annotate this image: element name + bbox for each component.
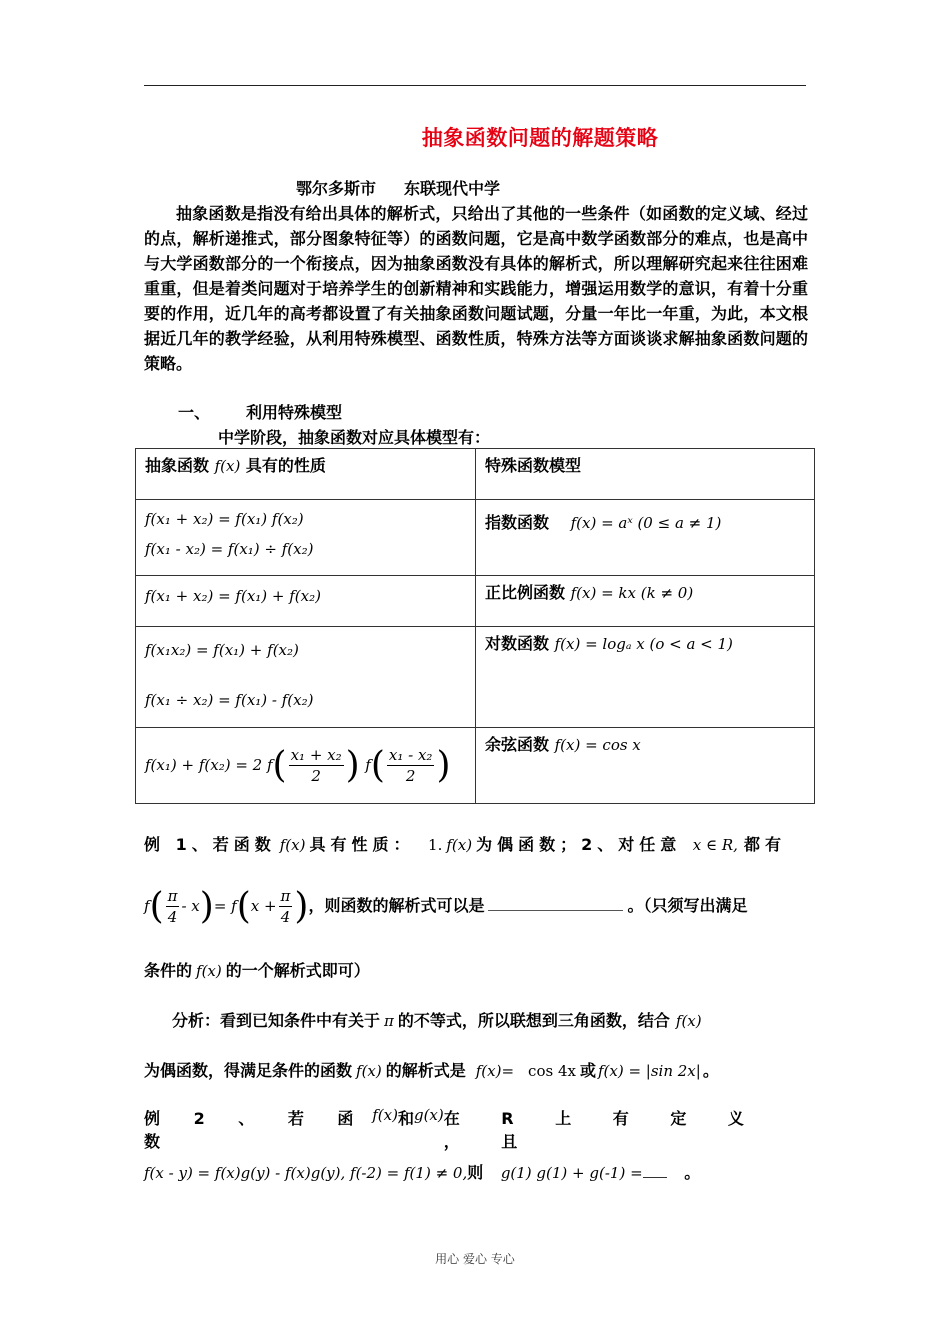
- prop-formula: f(x₁) + f(x₂) = 2 f: [145, 756, 273, 774]
- section-title: 利用特殊模型: [246, 403, 343, 422]
- prop-formula: f: [365, 756, 371, 774]
- text: 。（只须写出满足: [627, 896, 748, 915]
- frac-denominator: 4: [280, 908, 291, 926]
- math: x +: [250, 897, 277, 915]
- model-table: [135, 448, 815, 804]
- example1-line3: [144, 958, 370, 981]
- text: 。: [702, 1061, 719, 1080]
- prop-formula: f(x₁ - x₂) = f(x₁) ÷ f(x₂): [145, 540, 314, 558]
- model-cell: [476, 500, 815, 576]
- math: f: [144, 897, 150, 915]
- math: g(1) g(1) + g(-1) =: [500, 1164, 643, 1182]
- model-formula: f(x) = logₐ x (o < a < 1): [554, 635, 733, 653]
- text: 在 R 上 有 定 义 ， 且: [443, 1109, 762, 1151]
- math: = f: [213, 897, 237, 915]
- intro-paragraph: 抽象函数是指没有给出具体的解析式，只给出了其他的一些条件（如函数的定义域、经过的点，解析递推式，部分图象特征等）的函数问题，它是高中数学函数部分的难点，也是高中与大学函数部分的一个衔接点，因为抽象函数没有具体的解析式，所以理解研究起来往往困难重重，但是着类问题对于培养学生的创新精神和实践能力，增强运用数学的意识，有着十分重要的作用，近几年的高考都设置了有关抽象函数问题试题，分量一年比一年重，为此，本文根据近几年的教学经验，从利用特殊模型、函数性质，特殊方法等方面谈谈求解抽象函数问题的策略。: [144, 204, 808, 373]
- model-cell: [476, 576, 815, 627]
- math: f(x): [279, 836, 306, 854]
- frac-denominator: 2: [405, 767, 416, 785]
- math: f(x): [372, 1106, 398, 1124]
- props-cell: [136, 627, 476, 728]
- text: 例 1、若函数: [144, 835, 276, 854]
- text: 的不等式，所以联想到三角函数，结合: [397, 1011, 670, 1030]
- table-row: [136, 576, 815, 627]
- frac-denominator: 4: [167, 908, 178, 926]
- text: 则: [467, 1163, 484, 1182]
- example2-line1: [144, 1106, 806, 1152]
- table-row: [136, 500, 815, 576]
- text: 都有: [743, 835, 786, 854]
- model-formula: f(x) = aˣ (0 ≤ a ≠ 1): [570, 514, 722, 532]
- text: 分析：看到已知条件中有关于: [172, 1011, 381, 1030]
- text: 具有性质：: [309, 835, 415, 854]
- author-city: 鄂尔多斯市: [296, 179, 377, 198]
- page-footer: 用心 爱心 专心: [435, 1252, 515, 1266]
- section-number: 一、: [178, 403, 211, 422]
- math: f(x): [446, 836, 473, 854]
- math: g(x): [413, 1106, 444, 1124]
- math: 1.: [428, 836, 443, 854]
- text: 的解析式是: [385, 1061, 466, 1080]
- math: f(x - y) = f(x)g(y) - f(x)g(y), f(-2) = f(1) ≠ 0,: [144, 1164, 468, 1182]
- table-header-row: [136, 449, 815, 500]
- analysis-line1: [172, 1008, 702, 1031]
- frac-numerator: x₁ + x₂: [290, 746, 342, 764]
- props-cell: [136, 500, 476, 576]
- math: f(x): [356, 1062, 382, 1080]
- text: 为偶函数，得满足条件的函数: [144, 1061, 353, 1080]
- text: 条件的: [144, 961, 193, 980]
- text: 例 2 、 若 函 数: [144, 1109, 368, 1151]
- model-name: 对数函数: [485, 634, 550, 653]
- section-heading: [178, 400, 342, 423]
- math: f(x): [196, 962, 222, 980]
- header-models: 特殊函数模型: [476, 449, 815, 500]
- model-name: 指数函数: [485, 513, 550, 532]
- answer-blank[interactable]: [488, 896, 623, 911]
- header-left-fx: f(x): [214, 457, 241, 475]
- header-rule: [144, 85, 806, 86]
- math: f(x)=: [475, 1062, 515, 1080]
- props-cell: [136, 576, 476, 627]
- text: 的一个解析式即可）: [225, 961, 370, 980]
- model-name: 正比例函数: [485, 583, 566, 602]
- frac-numerator: π: [280, 887, 291, 905]
- answer-blank[interactable]: [643, 1163, 667, 1178]
- frac-denominator: 2: [311, 767, 321, 785]
- prop-formula: f(x₁ + x₂) = f(x₁) + f(x₂): [145, 587, 321, 605]
- model-name: 余弦函数: [485, 735, 550, 754]
- author-line: [296, 176, 528, 199]
- analysis-line2: [144, 1058, 719, 1081]
- author-school: 东联现代中学: [404, 179, 501, 198]
- example1-line1: [144, 832, 786, 855]
- example2-line2: [144, 1160, 700, 1183]
- math: f(x) = |sin 2x|: [597, 1062, 701, 1080]
- text: ，则函数的解析式可以是: [308, 896, 485, 915]
- prop-formula: f(x₁ + x₂) = f(x₁) f(x₂): [145, 510, 304, 528]
- math: cos 4x: [528, 1062, 576, 1080]
- text: 为偶函数；2、对任意: [476, 835, 682, 854]
- header-properties: [136, 449, 476, 500]
- math: - x: [181, 897, 200, 915]
- model-formula: f(x) = cos x: [554, 736, 641, 754]
- math: π: [384, 1012, 394, 1030]
- text: 或: [579, 1061, 596, 1080]
- props-cell: f(x₁) + f(x₂) = 2 f( $\frac{\text{x₁ + x₂}}{2}$ ) f( $\frac{\text{x₁ - x₂}}{2}$ ): [136, 728, 476, 804]
- table-row: [136, 728, 815, 804]
- header-left-text: 抽象函数: [145, 456, 210, 475]
- math: f(x): [675, 1012, 702, 1030]
- prop-formula: f(x₁x₂) = f(x₁) + f(x₂): [145, 641, 299, 659]
- frac-numerator: x₁ - x₂: [388, 746, 433, 764]
- model-cell: [476, 728, 815, 804]
- math: x ∈ R,: [692, 836, 738, 854]
- text: 。: [684, 1163, 701, 1182]
- table-row: [136, 627, 815, 728]
- header-left-text-2: 具有的性质: [245, 456, 326, 475]
- model-cell: [476, 627, 815, 728]
- frac-numerator: π: [167, 887, 178, 905]
- section-subtitle: 中学阶段，抽象函数对应具体模型有：: [218, 428, 491, 447]
- model-formula: f(x) = kx (k ≠ 0): [570, 584, 694, 602]
- prop-formula: f(x₁ ÷ x₂) = f(x₁) - f(x₂): [145, 691, 314, 709]
- page-title: 抽象函数问题的解题策略: [421, 126, 659, 150]
- text: 和: [397, 1109, 414, 1128]
- example1-line2: f( $\frac{\pi}{4}$ - x)= f(x + $\frac{\pi}{4}$ )，则函数的解析式可以是 。（只须写出满足: [144, 886, 748, 927]
